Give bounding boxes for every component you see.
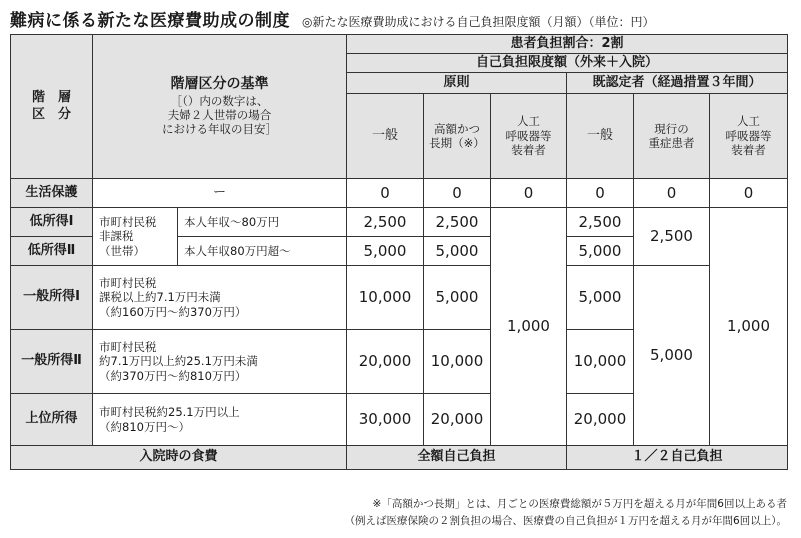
table-row	[11, 266, 788, 330]
col-ventilator: 人工 呼吸器等 装着者	[491, 94, 567, 179]
col-ventilator-certified: 人工 呼吸器等 装着者	[710, 94, 788, 179]
cell-value: 10,000	[347, 266, 424, 330]
row-basis: 市町村民税 課税以上約7.1万円未満 （約160万円〜約370万円）	[93, 266, 347, 330]
row-basis: 本人年収〜80万円	[178, 208, 347, 237]
cell-value: 5,000	[567, 266, 634, 330]
cell-value: 10,000	[567, 330, 634, 394]
cell-value: 20,000	[567, 394, 634, 446]
table-row	[11, 179, 788, 208]
principle-header: 原則	[347, 73, 567, 94]
table-row	[11, 446, 788, 470]
row-label: 低所得Ⅱ	[11, 237, 93, 266]
tier-basis-note: ［（）内の数字は、 夫婦２人世帯の場合 における年収の目安］	[162, 93, 277, 137]
row-label: 上位所得	[11, 394, 93, 446]
footnote-1: ※「高額かつ長期」とは、月ごとの医療費総額が５万円を超える月が年間6回以上ある者	[372, 498, 787, 510]
row-basis: ー	[93, 179, 347, 208]
row-label: 一般所得Ⅱ	[11, 330, 93, 394]
tier-header: 階 層 区 分	[11, 35, 93, 179]
merged-ventilator-certified-value: 1,000	[710, 208, 788, 446]
col-high-long: 高額かつ 長期（※）	[424, 94, 491, 179]
cell-value: 0	[491, 179, 567, 208]
cell-value: 30,000	[347, 394, 424, 446]
row-basis-group: 市町村民税 非課税 （世帯）	[93, 208, 178, 266]
page-title: 難病に係る新たな医療費助成の制度	[10, 11, 290, 31]
cell-value: 0	[424, 179, 491, 208]
col-general: 一般	[347, 94, 424, 179]
col-general-certified: 一般	[567, 94, 634, 179]
footnote-2: （例えば医療保険の２割負担の場合、医療費の自己負担が１万円を超える月が年間6回以上）。	[344, 515, 787, 527]
cell-value: 2,500	[567, 208, 634, 237]
cell-value: 5,000	[424, 237, 491, 266]
row-label: 生活保護	[11, 179, 93, 208]
page-header	[10, 6, 654, 32]
merged-severe-mid-value: 5,000	[634, 266, 710, 446]
table-row	[11, 208, 788, 237]
cost-limit-table	[10, 34, 788, 470]
cell-value: 2,500	[424, 208, 491, 237]
cell-value: 5,000	[347, 237, 424, 266]
row-basis: 市町村民税約25.1万円以上 （約810万円〜）	[93, 394, 347, 446]
cell-value: 0	[634, 179, 710, 208]
row-label: 低所得Ⅰ	[11, 208, 93, 237]
certified-header: 既認定者（経過措置３年間）	[567, 73, 788, 94]
row-basis: 市町村民税 約7.1万円以上約25.1万円未満 （約370万円〜約810万円）	[93, 330, 347, 394]
cell-value: 2,500	[347, 208, 424, 237]
meal-certified: １／２自己負担	[567, 446, 788, 470]
merged-ventilator-value: 1,000	[491, 208, 567, 446]
row-basis: 本人年収80万円超〜	[178, 237, 347, 266]
meal-label: 入院時の食費	[11, 446, 347, 470]
cell-value: 20,000	[424, 394, 491, 446]
tier-basis-title: 階層区分の基準	[170, 76, 269, 93]
cell-value: 5,000	[567, 237, 634, 266]
meal-principle: 全額自己負担	[347, 446, 567, 470]
merged-severe-low-value: 2,500	[634, 208, 710, 266]
page-subtitle: ◎新たな医療費助成における自己負担限度額（月額）（単位：円）	[302, 15, 655, 29]
ratio-header: 患者負担割合：2割	[347, 35, 788, 54]
cell-value: 10,000	[424, 330, 491, 394]
cell-value: 20,000	[347, 330, 424, 394]
cell-value: 0	[567, 179, 634, 208]
cell-value: 5,000	[424, 266, 491, 330]
limit-header: 自己負担限度額（外来＋入院）	[347, 54, 788, 73]
tier-basis-header	[93, 35, 347, 179]
row-label: 一般所得Ⅰ	[11, 266, 93, 330]
cell-value: 0	[347, 179, 424, 208]
cell-value: 0	[710, 179, 788, 208]
col-severe: 現行の 重症患者	[634, 94, 710, 179]
